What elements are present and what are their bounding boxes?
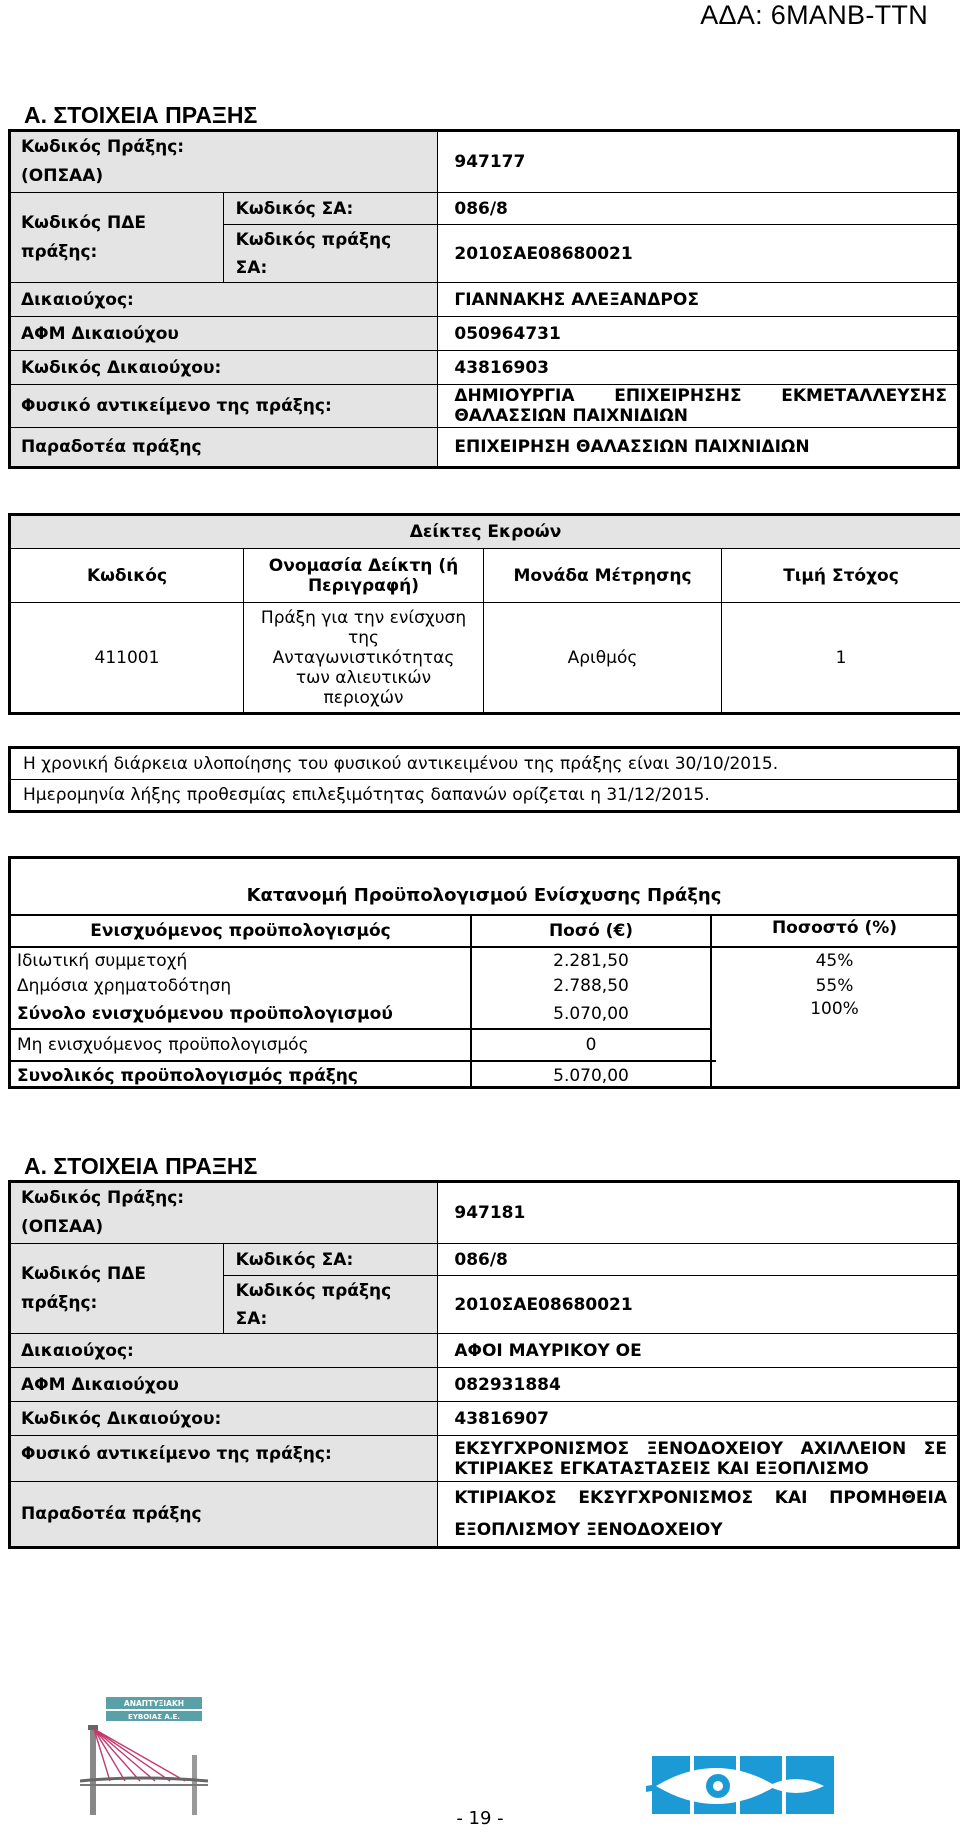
page-number: - 19 - [456,1808,504,1829]
indicators-title: Δείκτες Εκροών [10,515,960,549]
beneficiary-vat-value: 050964731 [438,317,959,351]
budget-title: Κατανομή Προϋπολογισμού Ενίσχυσης Πράξης [246,885,722,906]
budget-total-label: Συνολικός προϋπολογισμός πράξης [11,1061,471,1089]
project-info-table-1 [8,129,960,469]
sa-action-code-label: Κωδικός πράξης ΣΑ: [223,1276,438,1334]
budget-row-amount: 2.788,50 [471,973,711,999]
action-code-value: 947181 [438,1182,959,1244]
action-code-label: Κωδικός Πράξης: (ΟΠΣΑΑ) [10,1182,438,1244]
beneficiary-vat-label: ΑΦΜ Δικαιούχου [10,1368,438,1402]
indicator-target: 1 [722,603,960,714]
indicator-header-code: Κωδικός [10,549,244,603]
output-indicators-table [8,513,960,715]
section-title: Α. ΣΤΟΙΧΕΙΑ ΠΡΑΞΗΣ [24,102,258,128]
sa-code-value: 086/8 [438,1244,959,1276]
indicator-name: Πράξη για την ενίσχυση της Ανταγωνιστικότητας των αλιευτικών περιοχών [244,603,484,714]
budget-total-amount: 5.070,00 [471,1061,711,1089]
budget-subtotal-percent: 100% [711,999,957,1029]
budget-header-percent: Ποσοστό (%) [711,915,957,947]
budget-row-label: Δημόσια χρηματοδότηση [17,976,232,996]
budget-table [11,914,957,1089]
physical-object-value: ΔΗΜΙΟΥΡΓΙΑ ΕΠΙΧΕΙΡΗΣΗΣ ΕΚΜΕΤΑΛΛΕΥΣΗΣ ΘΑΛΑΣΣΙΩΝ ΠΑΙΧΝΙΔΙΩΝ [438,385,959,428]
beneficiary-vat-label: ΑΦΜ Δικαιούχου [10,317,438,351]
indicator-code: 411001 [10,603,244,714]
sa-code-label: Κωδικός ΣΑ: [223,193,438,225]
budget-non-subsidized-label: Μη ενισχυόμενος προϋπολογισμός [11,1029,471,1061]
bridge-logo-icon [80,1695,210,1817]
beneficiary-code-value: 43816903 [438,351,959,385]
beneficiary-code-label: Κωδικός Δικαιούχου: [10,351,438,385]
deliverables-label: Παραδοτέα πράξης [10,1482,438,1548]
beneficiary-vat-value: 082931884 [438,1368,959,1402]
pde-code-label: Κωδικός ΠΔΕ πράξης: [10,193,224,283]
beneficiary-code-label: Κωδικός Δικαιούχου: [10,1402,438,1436]
budget-row-amount: 2.281,50 [471,947,711,973]
physical-object-value: ΕΚΣΥΓΧΡΟΝΙΣΜΟΣ ΞΕΝΟΔΟΧΕΙΟΥ ΑΧΙΛΛΕΙΟΝ ΣΕ ΚΤΙΡΙΑΚΕΣ ΕΓΚΑΤΑΣΤΑΣΕΙΣ ΚΑΙ ΕΞΟΠΛΙΣΜΟ [438,1436,959,1482]
sa-action-code-value: 2010ΣΑΕ08680021 [438,225,959,283]
svg-text:ΕΥΒΟΙΑΣ Α.Ε.: ΕΥΒΟΙΑΣ Α.Ε. [128,1713,180,1721]
budget-header-amount: Ποσό (€) [471,915,711,947]
sa-action-code-value: 2010ΣΑΕ08680021 [438,1276,959,1334]
budget-row-percent: 45% [711,947,957,973]
duration-box [8,746,960,813]
budget-box [8,856,960,1089]
eye-fish-logo-icon [646,1752,846,1818]
indicator-header-name: Ονομασία Δείκτη (ή Περιγραφή) [244,549,484,603]
indicator-unit: Αριθμός [484,603,722,714]
duration-line-2: Ημερομηνία λήξης προθεσμίας επιλεξιμότητας δαπανών ορίζεται η 31/12/2015. [10,780,959,812]
indicator-header-unit: Μονάδα Μέτρησης [484,549,722,603]
physical-object-label: Φυσικό αντικείμενο της πράξης: [10,385,438,428]
sa-code-value: 086/8 [438,193,959,225]
budget-header-label: Ενισχυόμενος προϋπολογισμός [11,915,471,947]
ada-header: ΑΔΑ: 6ΜΑΝΒ-ΤΤΝ [700,0,928,30]
deliverables-value: ΚΤΙΡΙΑΚΟΣ ΕΚΣΥΓΧΡΟΝΙΣΜΟΣ ΚΑΙ ΠΡΟΜΗΘΕΙΑ ΕΞΟΠΛΙΣΜΟΥ ΞΕΝΟΔΟΧΕΙΟΥ [438,1482,959,1548]
beneficiary-label: Δικαιούχος: [10,283,438,317]
project-info-table-2 [8,1180,960,1549]
budget-subtotal-label: Σύνολο ενισχυόμενου προϋπολογισμού [17,1003,393,1024]
deliverables-label: Παραδοτέα πράξης [10,428,438,468]
beneficiary-label: Δικαιούχος: [10,1334,438,1368]
budget-non-subsidized-amount: 0 [471,1029,711,1061]
pde-code-label: Κωδικός ΠΔΕ πράξης: [10,1244,224,1334]
deliverables-value: ΕΠΙΧΕΙΡΗΣΗ ΘΑΛΑΣΣΙΩΝ ΠΑΙΧΝΙΔΙΩΝ [438,428,959,468]
beneficiary-code-value: 43816907 [438,1402,959,1436]
anaptyxiaki-evoias-logo [80,1695,210,1817]
action-code-label: Κωδικός Πράξης: (ΟΠΣΑΑ) [10,131,438,193]
sa-code-label: Κωδικός ΣΑ: [223,1244,438,1276]
duration-line-1: Η χρονική διάρκεια υλοποίησης του φυσικού αντικειμένου της πράξης είναι 30/10/2015. [10,748,959,780]
sa-action-code-label: Κωδικός πράξης ΣΑ: [223,225,438,283]
budget-bottom-rule [11,1060,716,1062]
physical-object-label: Φυσικό αντικείμενο της πράξης: [10,1436,438,1482]
section-title: Α. ΣΤΟΙΧΕΙΑ ΠΡΑΞΗΣ [24,1153,258,1179]
fish-eye-logo [646,1752,846,1818]
svg-text:ΑΝΑΠΤΥΞΙΑΚΗ: ΑΝΑΠΤΥΞΙΑΚΗ [123,1699,185,1708]
budget-row-label: Ιδιωτική συμμετοχή [17,950,188,971]
budget-subtotal-amount: 5.070,00 [471,999,711,1029]
beneficiary-value: ΓΙΑΝΝΑΚΗΣ ΑΛΕΞΑΝΔΡΟΣ [438,283,959,317]
indicator-header-target: Τιμή Στόχος [722,549,960,603]
budget-row-percent: 55% [711,973,957,999]
beneficiary-value: ΑΦΟΙ ΜΑΥΡΙΚΟΥ ΟΕ [438,1334,959,1368]
action-code-value: 947177 [438,131,959,193]
